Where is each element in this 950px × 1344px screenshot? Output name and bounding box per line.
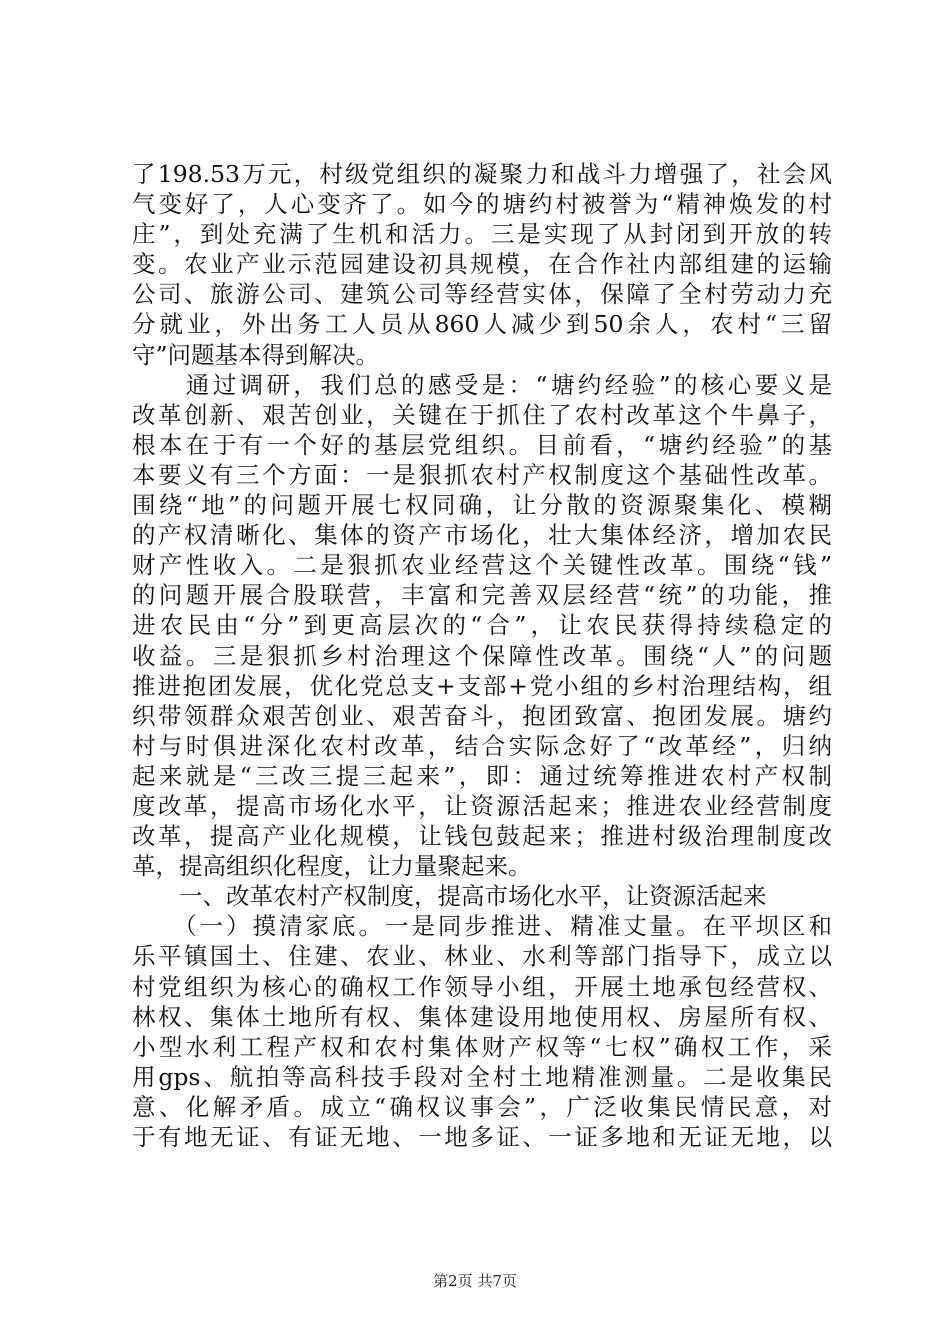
text-line: 财产性收入。二是狠抓农业经营这个关键性改革。围绕“钱” <box>132 551 832 580</box>
text-line: 庄”，到处充满了生机和活力。三是实现了从封闭到开放的转 <box>132 220 832 249</box>
text-line: 根本在于有一个好的基层党组织。目前看，“塘约经验”的基 <box>132 430 832 459</box>
text-line: 进农民由“分”到更高层次的“合”，让农民获得持续稳定的 <box>132 611 832 640</box>
text-line: 气变好了，人心变齐了。如今的塘约村被誉为“精神焕发的村 <box>132 190 832 219</box>
section-heading: 一、改革农村产权制度，提高市场化水平，让资源活起来 <box>132 882 767 911</box>
text-line: 革，提高组织化程度，让力量聚起来。 <box>132 852 532 881</box>
text-line: 度改革，提高市场化水平，让资源活起来；推进农业经营制度 <box>132 791 832 820</box>
text-line: 林权、集体土地所有权、集体建设用地使用权、房屋所有权、 <box>132 1002 832 1031</box>
text-line: 改革创新、艰苦创业，关键在于抓住了农村改革这个牛鼻子， <box>132 400 832 429</box>
page-footer: 第2页 共7页 <box>433 1272 517 1290</box>
text-line: 改革，提高产业化规模，让钱包鼓起来；推进村级治理制度改 <box>132 822 832 851</box>
text-line: 收益。三是狠抓乡村治理这个保障性改革。围绕“人”的问题 <box>132 641 832 670</box>
text-line: 变。农业产业示范园建设初具规模，在合作社内部组建的运输 <box>132 250 832 279</box>
text-line: 意、化解矛盾。成立“确权议事会”，广泛收集民情民意，对 <box>132 1092 832 1121</box>
text-line: 分就业，外出务工人员从860人减少到50余人，农村“三留 <box>132 310 832 339</box>
text-line: 了198.53万元，村级党组织的凝聚力和战斗力增强了，社会风 <box>132 160 832 188</box>
text-line: 于有地无证、有证无地、一地多证、一证多地和无证无地，以 <box>132 1123 832 1151</box>
text-line: 起来就是“三改三提三起来”，即：通过统筹推进农村产权制 <box>132 761 832 790</box>
text-line: 通过调研，我们总的感受是：“塘约经验”的核心要义是 <box>132 370 832 399</box>
text-line: 村与时俱进深化农村改革，结合实际念好了“改革经”，归纳 <box>132 731 832 760</box>
text-line: 织带领群众艰苦创业、艰苦奋斗，抱团致富、抱团发展。塘约 <box>132 701 832 730</box>
text-line: 的产权清晰化、集体的资产市场化，壮大集体经济，增加农民 <box>132 521 832 550</box>
text-line: 用gps、航拍等高科技手段对全村土地精准测量。二是收集民 <box>132 1062 832 1091</box>
text-line: 小型水利工程产权和农村集体财产权等“七权”确权工作，采 <box>132 1032 832 1061</box>
text-line: 本要义有三个方面：一是狠抓农村产权制度这个基础性改革。 <box>132 460 832 489</box>
text-line: （一）摸清家底。一是同步推进、精准丈量。在平坝区和 <box>132 912 832 941</box>
text-line: 的问题开展合股联营，丰富和完善双层经营“统”的功能，推 <box>132 581 832 610</box>
text-line: 村党组织为核心的确权工作领导小组，开展土地承包经营权、 <box>132 972 832 1001</box>
text-line: 推进抱团发展，优化党总支+支部+党小组的乡村治理结构，组 <box>132 671 832 700</box>
text-line: 公司、旅游公司、建筑公司等经营实体，保障了全村劳动力充 <box>132 280 832 309</box>
body-text <box>132 159 832 1152</box>
text-line: 围绕“地”的问题开展七权同确，让分散的资源聚集化、模糊 <box>132 491 832 520</box>
text-line: 乐平镇国土、住建、农业、林业、水利等部门指导下，成立以 <box>132 942 832 971</box>
text-line: 守”问题基本得到解决。 <box>132 340 380 369</box>
